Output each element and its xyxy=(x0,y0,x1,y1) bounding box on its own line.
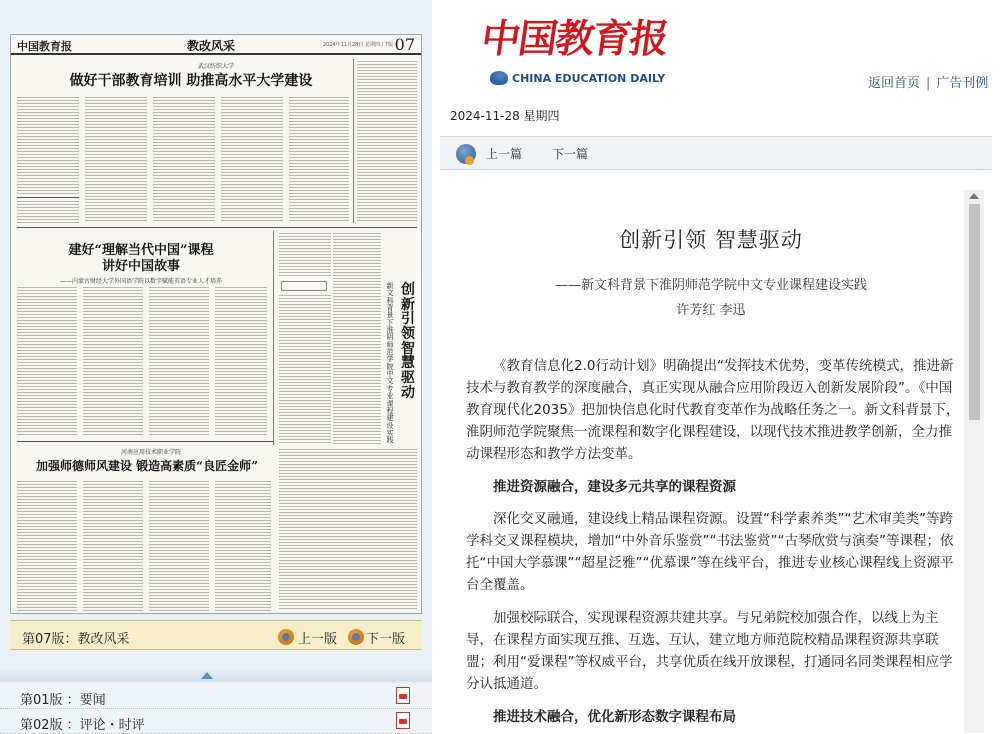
ad-rates-link[interactable]: 广告刊例 xyxy=(936,76,989,91)
scan-divider xyxy=(17,197,79,198)
prev-edition-icon[interactable] xyxy=(278,629,294,645)
scan-column-rule xyxy=(273,231,274,445)
scan-subhead-box xyxy=(281,281,327,291)
pdf-icon[interactable] xyxy=(396,712,410,729)
scan-text-block xyxy=(17,481,77,611)
article-subtitle: ——新文科背景下淮阴师范学院中文专业课程建设实践 xyxy=(554,278,867,293)
scan-article-2-title-line1: 建好“理解当代中国”课程 xyxy=(68,243,214,258)
scan-logo: 中国教育报 xyxy=(17,40,72,53)
scan-article-1-title: 做好干部教育培训 助推高水平大学建设 xyxy=(69,73,313,89)
scan-text-block xyxy=(279,233,331,277)
current-edition-label: 第07版：教改风采 xyxy=(22,632,130,647)
scan-divider xyxy=(17,227,417,228)
scan-article-3-vertical-title[interactable]: 创新引领 智慧驱动 xyxy=(401,282,415,401)
article-nav-bar xyxy=(440,136,992,170)
scan-text-block xyxy=(279,295,331,445)
newspaper-page-scan[interactable] xyxy=(10,34,422,614)
scan-text-block xyxy=(17,201,79,223)
current-edition-bar xyxy=(10,620,422,650)
edition-list-item[interactable] xyxy=(0,709,432,734)
right-pane xyxy=(432,0,1000,733)
scan-text-block xyxy=(357,61,417,223)
article-title: 创新引领 智慧驱动 xyxy=(619,228,803,252)
collapse-arrow-icon[interactable] xyxy=(201,672,213,679)
scan-text-block xyxy=(149,481,209,611)
left-pane xyxy=(0,0,432,733)
globe-icon xyxy=(456,144,476,164)
scan-text-block xyxy=(153,97,215,223)
pdf-icon[interactable] xyxy=(396,687,410,704)
scan-text-block xyxy=(83,481,143,611)
scan-text-block xyxy=(17,97,79,195)
scan-article-1-kicker: 武汉纺织大学 xyxy=(197,63,234,70)
article-scrollbar[interactable] xyxy=(964,190,984,733)
scan-divider xyxy=(17,441,273,442)
prev-edition-link[interactable]: 上一版 xyxy=(298,632,338,647)
scan-article-2-title-line2: 讲好中国故事 xyxy=(101,259,180,274)
scan-column-rule xyxy=(353,59,354,223)
masthead xyxy=(478,4,670,66)
article-section-heading: 推进技术融合，优化新形态数字课程布局 xyxy=(493,709,736,725)
article-paragraph: 加强校际联合，实现课程资源共建共享。与兄弟院校加强合作，以线上为主导，在课程方面实现互推、互选、互认，建立地方师范院校精品课程资源共享联盟；利用“爱课程”等权威平台，共享优质在线开放课程，打通同名同类课程相应学分认抵通道。 xyxy=(466,610,953,692)
next-edition-icon[interactable] xyxy=(348,629,364,645)
scan-article-3-vertical-subtitle: 新文科背景下淮阴师范学院中文专业课程建设实践 xyxy=(386,282,394,445)
masthead-english-name: CHINA EDUCATION DAILY xyxy=(512,72,666,85)
article-content xyxy=(450,190,972,733)
scan-text-block xyxy=(17,287,77,435)
scan-text-block xyxy=(83,287,143,435)
article-author: 许芳红 李迅 xyxy=(676,303,746,318)
scan-page-number: 07 xyxy=(394,35,415,54)
article-paragraph: 《教育信息化2.0行动计划》明确提出“发挥技术优势，变革传统模式，推进新技术与教育教学的深度融合，真正实现从融合应用阶段迈入创新发展阶段”。《中国教育现代化2035》把加快信息化时代教育变革作为战略任务之一。新文科背景下，淮阴师范学院聚焦一流课程和数字化课程建设，以现代技术推进教学创新，全力推动课程形态和教学方法变革。 xyxy=(466,358,960,462)
article-section-heading: 推进资源融合，建设多元共享的课程资源 xyxy=(493,479,736,495)
edition-link[interactable]: 第01版 ：要闻 xyxy=(20,693,106,708)
scroll-up-arrow-icon[interactable] xyxy=(969,193,979,199)
next-article-link[interactable]: 下一篇 xyxy=(552,147,589,161)
scan-article-4-kicker: 河南应用技术职业学院 xyxy=(120,449,181,456)
edition-link[interactable]: 第02版 ：评论・时评 xyxy=(20,718,145,733)
scan-text-block xyxy=(85,97,147,223)
scan-text-block xyxy=(215,481,271,611)
edition-list-toggle-strip[interactable] xyxy=(0,670,432,682)
globe-logo-icon xyxy=(490,71,508,85)
scan-header xyxy=(11,35,421,55)
article-paragraph: 深化交叉融通，建设线上精品课程资源。设置“科学素养类”“艺术审美类”等跨学科交叉课程模块，增加“中外音乐鉴赏”“书法鉴赏”“古琴欣赏与演奏”等课程；依托“中国大学慕课”“超星泛雅”“优慕课”等在线平台，推进专业核心课程线上资源平台全覆盖。 xyxy=(466,511,954,593)
next-edition-link[interactable]: 下一版 xyxy=(366,632,406,647)
home-link[interactable]: 返回首页 xyxy=(868,76,921,91)
scan-date: 2024年11月28日 星期四 / 7版 xyxy=(322,42,393,48)
issue-date: 2024-11-28 星期四 xyxy=(450,109,560,123)
masthead-logo: 中国教育报 xyxy=(478,16,670,62)
scrollbar-thumb[interactable] xyxy=(969,204,980,420)
prev-article-link[interactable]: 上一篇 xyxy=(486,147,523,161)
scan-section-title: 教改风采 xyxy=(187,39,236,53)
top-links xyxy=(868,72,988,91)
scan-article-2-subtitle: ——内蒙古财经大学外国语学院以数字赋能英语专业人才培养 xyxy=(59,278,222,285)
scan-text-block xyxy=(215,287,267,435)
article-body xyxy=(466,355,962,733)
link-separator: | xyxy=(926,76,931,91)
scan-text-block xyxy=(289,97,349,223)
scan-article-4-title: 加强师德师风建设 锻造高素质“良匠金师” xyxy=(36,459,258,473)
scan-text-block xyxy=(279,449,417,611)
edition-list-item[interactable] xyxy=(0,684,432,709)
scan-text-block xyxy=(333,233,381,445)
scan-text-block xyxy=(221,97,283,223)
scan-text-block xyxy=(149,287,209,435)
